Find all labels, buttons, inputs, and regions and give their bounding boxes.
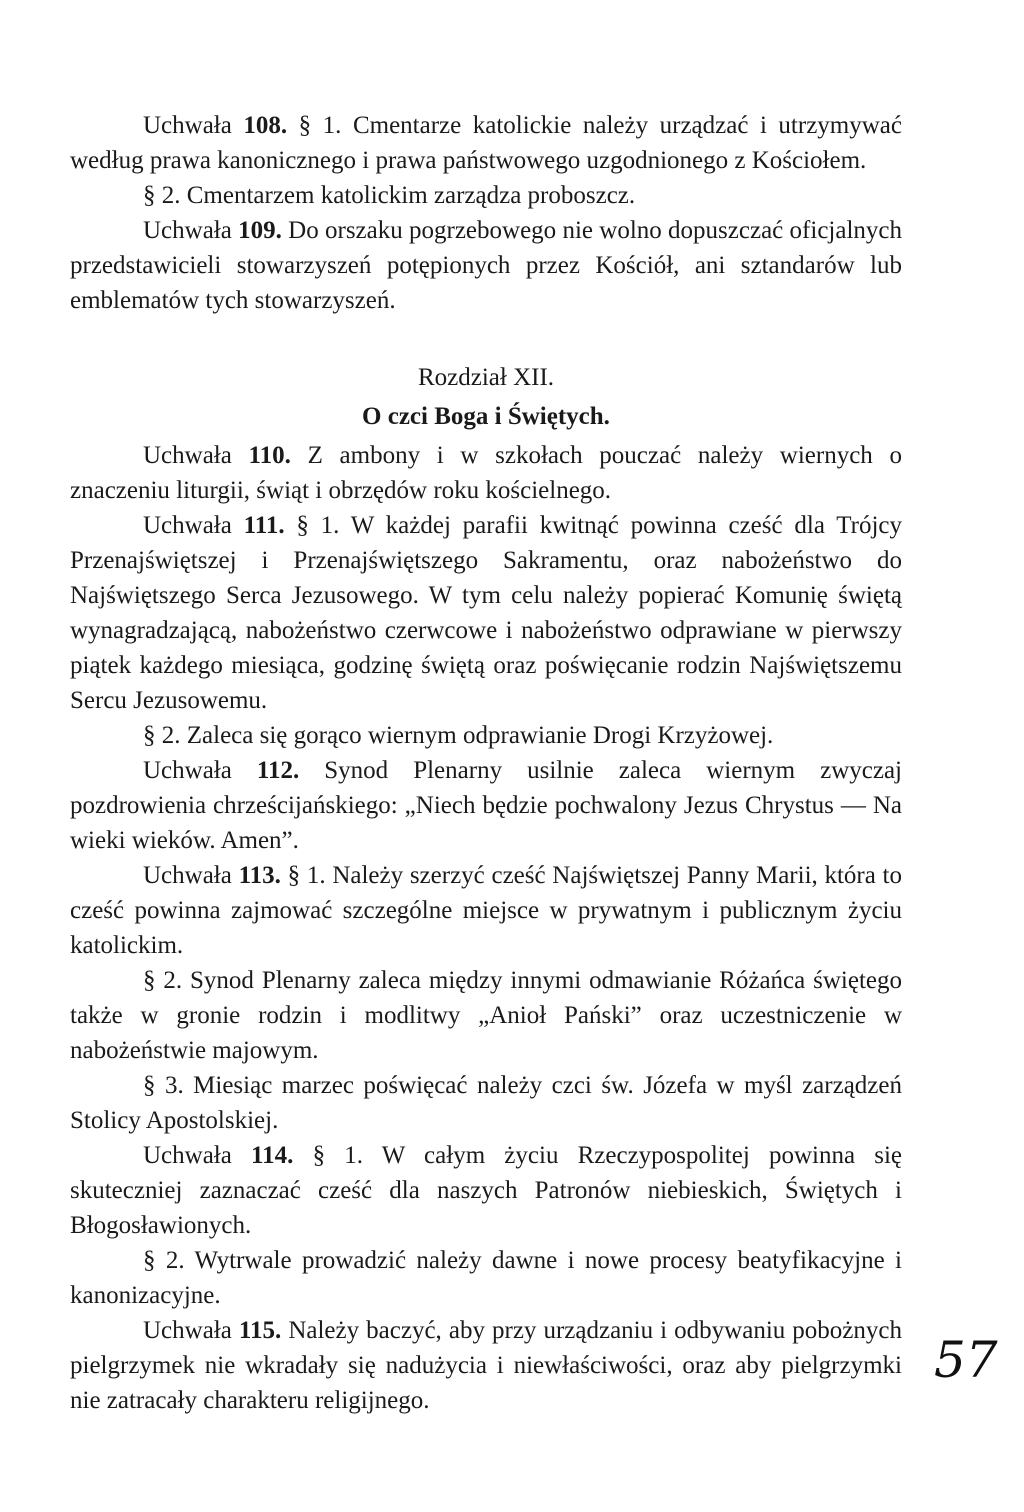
section-text: § 2. Synod Plenarny zaleca między innymi odmawianie Różańca świętego także w gronie rodzin i modlitwy „Anioł Pański” oraz uczestniczenie w nabożeństwie majowym. (70, 967, 902, 1064)
resolution-111 (70, 508, 902, 718)
resolution-number: 115. (238, 1317, 282, 1344)
resolution-label: Uchwała (143, 112, 232, 139)
section-text: § 2. Wytrwale prowadzić należy dawne i nowe procesy beatyfikacyjne i kanonizacyjne. (70, 1247, 902, 1309)
resolution-114-section-2 (70, 1243, 902, 1313)
resolution-108 (70, 108, 902, 178)
resolution-112 (70, 753, 902, 858)
resolution-number: 114. (251, 1142, 294, 1169)
resolution-text: Z ambony i w szkołach pouczać należy wiernych o znaczeniu liturgii, świąt i obrzędów roku kościelnego. (70, 442, 902, 504)
resolution-text: Należy baczyć, aby przy urządzaniu i odbywaniu pobożnych pielgrzymek nie wkradały się nadużycia i niewłaściwości, oraz aby pielgrzymki nie zatracały charakteru religijnego. (70, 1317, 903, 1414)
resolution-number: 112. (256, 757, 300, 784)
resolution-114 (70, 1138, 902, 1243)
resolution-text: Synod Plenarny usilnie zaleca wiernym zwyczaj pozdrowienia chrześcijańskiego: „Niech będzie pochwalony Jezus Chrystus — Na wieki wieków. Amen”. (70, 757, 902, 854)
resolution-text: § 1. W całym życiu Rzeczypospolitej powinna się skuteczniej zaznaczać cześć dla naszych Patronów niebieskich, Świętych i Błogosławionych. (70, 1142, 903, 1239)
resolution-number: 111. (243, 512, 285, 539)
resolution-number: 113. (238, 862, 281, 889)
resolution-113-section-3 (70, 1068, 902, 1138)
section-text: § 2. Zaleca się gorąco wiernym odprawianie Drogi Krzyżowej. (143, 722, 774, 749)
resolution-text: § 1. W każdej parafii kwitnąć powinna cześć dla Trójcy Przenajświętszej i Przenajświętszego Sakramentu, oraz nabożeństwo do Najświętszego Serca Jezusowego. W tym celu należy popierać Komunię świętą wynagradzającą, nabożeństwo czerwcowe i nabożeństwo odprawiane w pierwszy piątek każdego miesiąca, godzinę świętą oraz poświęcanie rodzin Najświętszemu Sercu Jezusowemu. (70, 512, 903, 714)
resolution-label: Uchwała (143, 757, 232, 784)
chapter-title: O czci Boga i Świętych. (362, 403, 610, 430)
resolution-number: 110. (248, 442, 291, 469)
resolution-108-section-2 (70, 178, 902, 213)
resolution-115 (70, 1313, 902, 1418)
section-text: § 3. Miesiąc marzec poświęcać należy czci św. Józefa w myśl zarządzeń Stolicy Apostolskiej. (70, 1072, 902, 1134)
resolution-label: Uchwała (143, 217, 232, 244)
resolution-label: Uchwała (143, 1317, 232, 1344)
chapter-heading: Rozdział XII. (417, 364, 555, 391)
resolution-number: 109. (238, 217, 282, 244)
body-text (70, 108, 902, 1418)
resolution-113 (70, 858, 902, 963)
resolution-110 (70, 438, 902, 508)
resolution-109 (70, 213, 902, 318)
resolution-113-section-2 (70, 963, 902, 1068)
resolution-111-section-2 (70, 718, 902, 753)
page-number: 57 (934, 1331, 998, 1389)
resolution-text: Do orszaku pogrzebowego nie wolno dopuszczać oficjalnych przedstawicieli stowarzyszeń potępionych przez Kościół, ani sztandarów lub emblematów tych stowarzyszeń. (70, 217, 903, 314)
resolution-label: Uchwała (143, 512, 232, 539)
resolution-label: Uchwała (143, 1142, 232, 1169)
resolution-label: Uchwała (143, 862, 232, 889)
resolution-number: 108. (243, 112, 288, 139)
resolution-text: § 1. Należy szerzyć cześć Najświętszej Panny Marii, która to cześć powinna zajmować szczególne miejsce w prywatnym i publicznym życiu katolickim. (70, 862, 902, 959)
resolution-label: Uchwała (143, 442, 232, 469)
resolution-text: § 1. Cmentarze katolickie należy urządzać i utrzymywać według prawa kanonicznego i prawa państwowego uzgodnionego z Kościołem. (70, 112, 902, 174)
section-text: § 2. Cmentarzem katolickim zarządza proboszcz. (143, 182, 636, 209)
